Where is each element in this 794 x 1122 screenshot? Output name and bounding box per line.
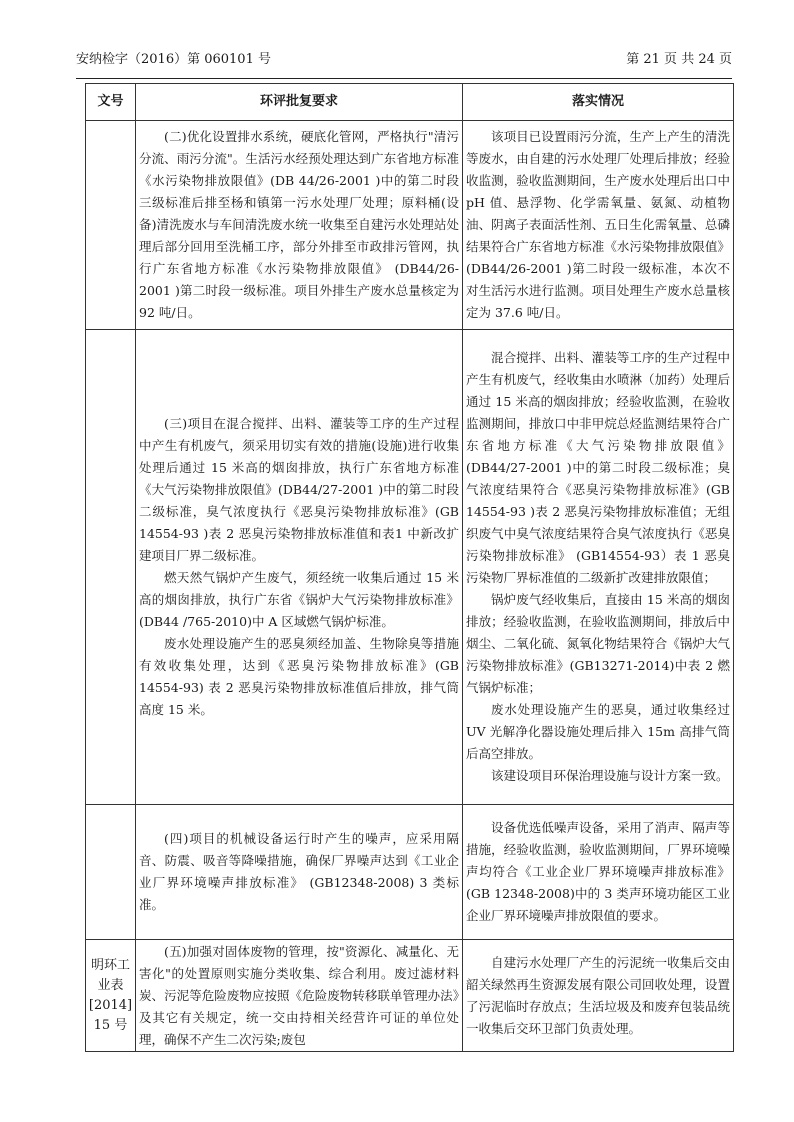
implementation-paragraph: 自建污水处理厂产生的污泥统一收集后交由韶关绿然再生资源发展有限公司回收处理，设置了污泥临时存放点；生活垃圾及和废弃包装品统一收集后交环卫部门负责处理。	[466, 954, 730, 1036]
column-header-implementation: 落实情况	[463, 84, 734, 121]
requirement-cell	[136, 805, 463, 940]
doc-number-cell	[86, 121, 136, 330]
requirement-cell	[136, 121, 463, 330]
implementation-cell	[463, 121, 734, 330]
page-header	[76, 46, 732, 68]
implementation-cell	[463, 330, 734, 805]
doc-number-cell: 明环工业表 [2014] 15 号	[86, 940, 136, 1052]
table-row	[86, 121, 734, 330]
requirement-paragraph: 燃天然气锅炉产生废气，须经统一收集后通过 15 米高的烟囱排放，执行广东省《锅炉大气污染物排放标准》 (DB44 /765-2010)中 A 区域燃气锅炉标准。	[139, 570, 459, 629]
implementation-paragraph: 该建设项目环保治理设施与设计方案一致。	[491, 768, 729, 783]
requirement-paragraph: (三)项目在混合搅拌、出料、灌装等工序的生产过程中产生有机废气，须采用切实有效的措施(设施)进行收集处理后通过 15 米高的烟囱排放，执行广东省地方标准《大气污染物排放限值》(DB44/27-2001 )中的第二时段二级标准，臭气浓度执行《恶臭污染物排放标准》(GB 14554-93 )表 2 恶臭污染物排放标准值和表1 中新改扩建项目厂界二级标准。	[139, 416, 459, 563]
page-number: 第 21 页 共 24 页	[626, 52, 732, 67]
implementation-cell	[463, 805, 734, 940]
requirement-paragraph: (二)优化设置排水系统，硬底化管网，严格执行"清污分流、雨污分流"。生活污水经预处理达到广东省地方标准《水污染物排放限值》(DB 44/26-2001 )中的第二时段三级标准后排至杨和镇第一污水处理厂处理；原料桶(设备)清洗废水与车间清洗废水统一收集至自建污水处理站处理后部分回用至洗桶工序，部分外排至市政排污管网，执行广东省地方标准《水污染物排放限值》 (DB44/26-2001 )第二时段一级标准。项目外排生产废水总量核定为 92 吨/日。	[139, 129, 459, 320]
implementation-paragraph: 该项目已设置雨污分流，生产上产生的清洗等废水，由自建的污水处理厂处理后排放；经验收监测，验收监测期间，生产废水处理后出口中 pH 值、悬浮物、化学需氧量、氨氮、动植物油、阴离子表面活性剂、五日生化需氧量、总磷结果符合广东省地方标准《水污染物排放限值》(DB44/26-2001 )第二时段一级标准，本次不对生活污水进行监测。项目处理生产废水总量核定为 37.6 吨/日。	[466, 129, 730, 320]
implementation-paragraph: 设备优选低噪声设备，采用了消声、隔声等措施，经验收监测，验收监测期间，厂界环境噪声均符合《工业企业厂界环境噪声排放标准》(GB 12348-2008)中的 3 类声环境功能区工业企业厂界环境噪声排放限值的要求。	[466, 820, 730, 923]
implementation-paragraph: 废水处理设施产生的恶臭，通过收集经过 UV 光解净化器设施处理后排入 15m 高排气筒后高空排放。	[466, 702, 730, 761]
table-row	[86, 805, 734, 940]
table-row	[86, 940, 734, 1052]
table-row	[86, 330, 734, 805]
document-reference: 安纳检字（2016）第 060101 号	[76, 52, 271, 67]
requirement-cell	[136, 330, 463, 805]
doc-number-cell	[86, 330, 136, 805]
implementation-cell	[463, 940, 734, 1052]
requirement-cell	[136, 940, 463, 1052]
table-header-row	[86, 84, 734, 121]
implementation-paragraph: 混合搅拌、出料、灌装等工序的生产过程中产生有机废气，经收集由水喷淋（加药）处理后通过 15 米高的烟囱排放；经验收监测，在验收监测期间，排放口中非甲烷总烃监测结果符合广东省地方标准《大气污染物排放限值》 (DB44/27-2001 )中的第二时段二级标准；臭气浓度结果符合《恶臭污染物排放标准》(GB 14554-93 )表 2 恶臭污染物排放标准值；无组织废气中臭气浓度结果符合臭气浓度执行《恶臭污染物排放标准》 (GB14554-93）表 1 恶臭污染物厂界标准值的二级新扩改建排放限值；	[466, 350, 730, 585]
requirement-paragraph: (五)加强对固体废物的管理，按"资源化、减量化、无害化"的处置原则实施分类收集、综合利用。废过滤材料炭、污泥等危险废物应按照《危险废物转移联单管理办法》及其它有关规定，统一交由持相关经营许可证的单位处理，确保不产生二次污染;废包	[139, 943, 459, 1047]
requirement-paragraph: 废水处理设施产生的恶臭须经加盖、生物除臭等措施有效收集处理，达到《恶臭污染物排放标准》(GB 14554-93) 表 2 恶臭污染物排放标准值后排放，排气筒高度 15 米。	[139, 636, 459, 717]
requirement-paragraph: (四)项目的机械设备运行时产生的噪声，应采用隔音、防震、吸音等降噪措施，确保厂界噪声达到《工业企业厂界环境噪声排放标准》 (GB12348-2008) 3 类标准。	[139, 831, 459, 912]
implementation-paragraph: 锅炉废气经收集后，直接由 15 米高的烟囱排放；经验收监测，在验收监测期间，排放后中烟尘、二氧化硫、氮氧化物结果符合《锅炉大气污染物排放标准》(GB13271-2014)中表 2 燃气锅炉标准；	[466, 592, 730, 695]
header-divider	[76, 78, 732, 79]
doc-number-cell	[86, 805, 136, 940]
column-header-requirements: 环评批复要求	[136, 84, 463, 121]
column-header-doc-number: 文号	[86, 84, 136, 121]
requirements-table	[85, 83, 734, 1052]
